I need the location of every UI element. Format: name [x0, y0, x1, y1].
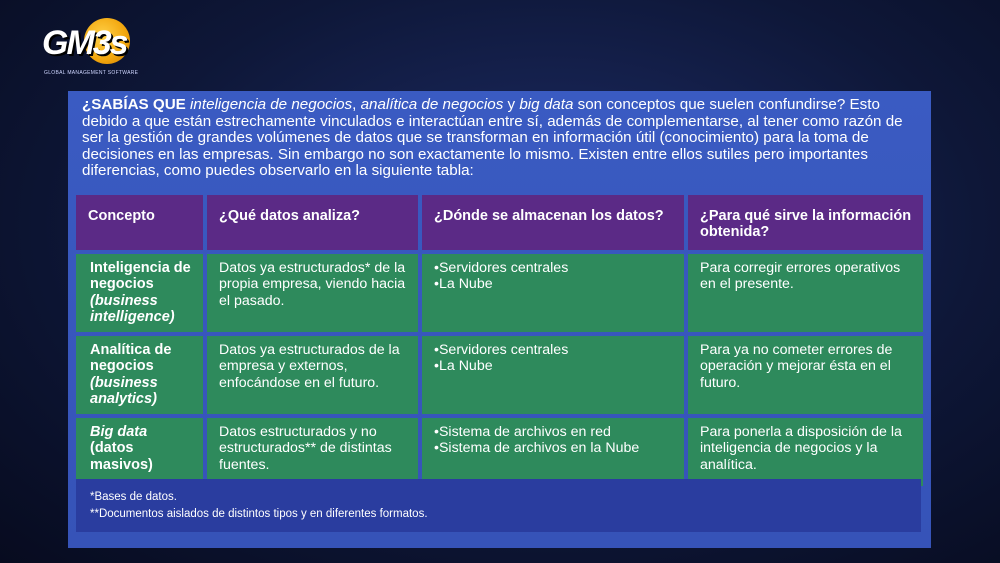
intro-term-bi: inteligencia de negocios: [190, 96, 353, 113]
concept-sub: (business intelligence): [90, 292, 175, 326]
intro-text: [82, 97, 922, 180]
concept-bi: [76, 254, 203, 332]
logo-mark: GM3s: [42, 24, 127, 62]
header-data: ¿Qué datos analiza?: [207, 195, 418, 250]
storage-item: •Servidores centrales: [434, 342, 569, 358]
header-storage: ¿Dónde se almacenan los datos?: [422, 195, 684, 250]
footnote: **Documentos aislados de distintos tipos y en diferentes formatos.: [90, 508, 428, 520]
intro-rest1: son conceptos que suelen confundirse?: [573, 96, 846, 113]
intro-sep2: y: [503, 96, 520, 113]
intro-rest2: Esto debido a que están estrechamente vinculados e interactúan entre sí, además de complementarse, al tener como razón de ser la gestión de grandes volúmenes de datos que se transforman en información útil (conocimiento) para la toma de decisiones en las empresas. Sin embargo no son exactamente lo mismo. Existen entre ellos sutiles pero importantes diferencias, como puedes observarlo en la siguiente tabla:: [82, 96, 903, 180]
concept-main: Big data: [90, 424, 148, 440]
storage-cell: [422, 336, 684, 414]
footnote: *Bases de datos.: [90, 491, 177, 503]
comparison-table: [76, 195, 921, 486]
footnotes: [76, 479, 921, 532]
data-cell: Datos ya estructurados de la empresa y externos, enfocándose en el futuro.: [207, 336, 418, 414]
concept-sub: (business analytics): [90, 374, 158, 408]
logo: [42, 18, 139, 82]
storage-cell: [422, 254, 684, 332]
purpose-cell: Para ya no cometer errores de operación y mejorar ésta en el futuro.: [688, 336, 923, 414]
storage-item: •Sistema de archivos en red: [434, 424, 611, 440]
intro-sep1: ,: [352, 96, 361, 113]
data-cell: Datos ya estructurados* de la propia empresa, viendo hacia el pasado.: [207, 254, 418, 332]
storage-cell: [422, 418, 684, 486]
logo-tagline: GLOBAL MANAGEMENT SOFTWARE: [44, 70, 139, 76]
intro-term-bd: big data: [519, 96, 574, 113]
concept-main: Analítica de negocios: [90, 342, 172, 375]
storage-item: •La Nube: [434, 358, 493, 375]
header-purpose: ¿Para qué sirve la información obtenida?: [688, 195, 923, 250]
concept-bd: [76, 418, 203, 486]
data-cell: Datos estructurados y no estructurados** de distintas fuentes.: [207, 418, 418, 486]
purpose-cell: Para corregir errores operativos en el presente.: [688, 254, 923, 332]
intro-lead: ¿SABÍAS QUE: [82, 96, 186, 113]
info-panel: [68, 91, 931, 548]
purpose-cell: Para ponerla a disposición de la inteligencia de negocios y la analítica.: [688, 418, 923, 486]
header-concept: Concepto: [76, 195, 203, 250]
intro-term-ba: analítica de negocios: [360, 96, 504, 113]
storage-item: •Servidores centrales: [434, 260, 569, 276]
storage-item: •Sistema de archivos en la Nube: [434, 440, 640, 457]
storage-item: •La Nube: [434, 276, 493, 293]
concept-main: Inteligencia de negocios: [90, 260, 191, 293]
concept-ba: [76, 336, 203, 414]
concept-sub: (datos masivos): [90, 440, 153, 473]
